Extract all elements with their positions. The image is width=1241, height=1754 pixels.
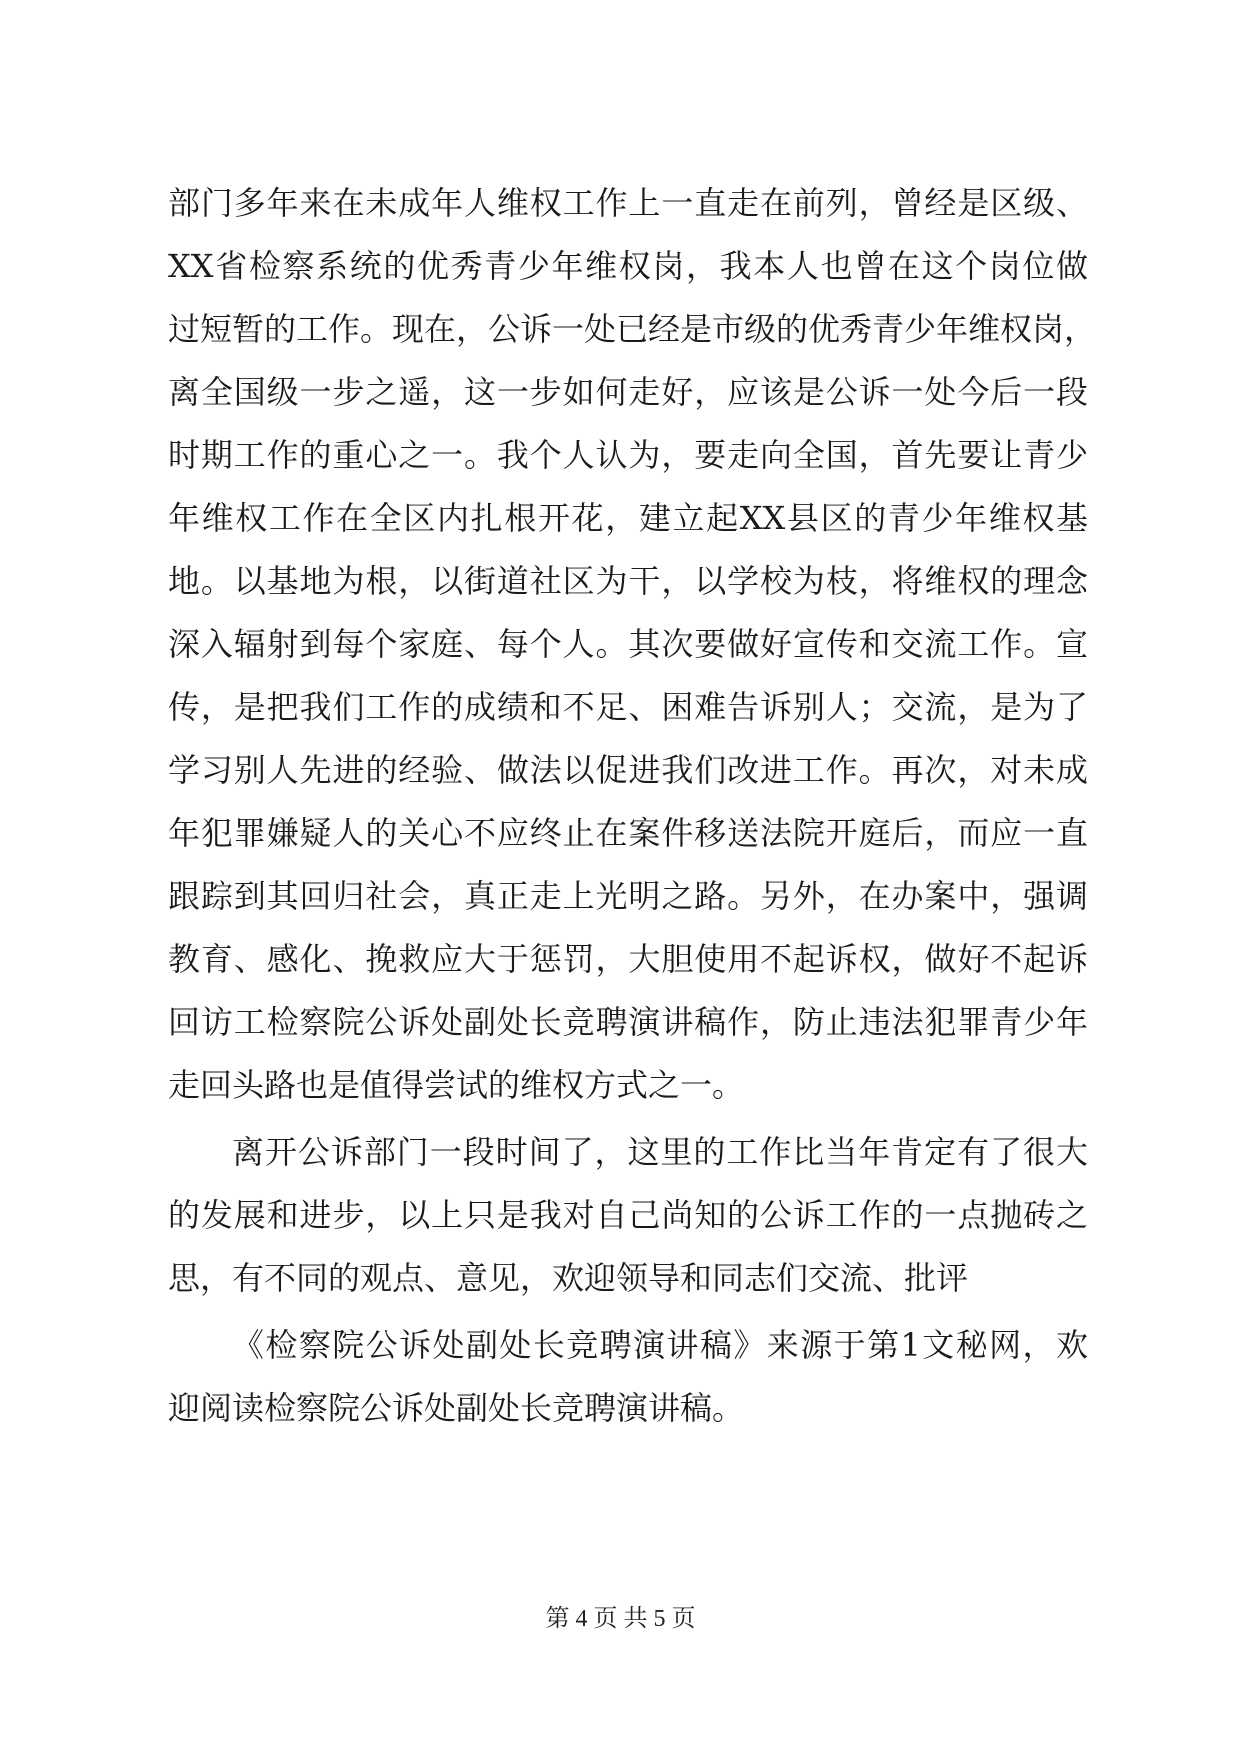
text-line: 学习别人先进的经验、做法以促进我们改进工作。再次，对未成: [168, 751, 1088, 789]
text-line: 教育、感化、挽救应大于惩罚，大胆使用不起诉权，做好不起诉: [168, 940, 1088, 978]
text-line: 部门多年来在未成年人维权工作上一直走在前列，曾经是区级、: [168, 184, 1088, 222]
text-line: 跟踪到其回归社会，真正走上光明之路。另外，在办案中，强调: [168, 877, 1088, 915]
text-line: 思，有不同的观点、意见，欢迎领导和同志们交流、批评: [168, 1259, 969, 1297]
text-line: 地。以基地为根，以街道社区为干，以学校为枝，将维权的理念: [168, 562, 1088, 600]
text-line: 的发展和进步，以上只是我对自己尚知的公诉工作的一点抛砖之: [168, 1196, 1088, 1234]
paragraph-3: [168, 1314, 1088, 1440]
text-line: 深入辐射到每个家庭、每个人。其次要做好宣传和交流工作。宣: [168, 625, 1088, 663]
text-line: 离全国级一步之遥，这一步如何走好，应该是公诉一处今后一段: [168, 373, 1088, 411]
text-line: 年维权工作在全区内扎根开花，建立起XX县区的青少年维权基: [168, 499, 1088, 537]
text-line: 离开公诉部门一段时间了，这里的工作比当年肯定有了很大: [232, 1133, 1088, 1171]
document-body: [168, 172, 1097, 1440]
text-line: 年犯罪嫌疑人的关心不应终止在案件移送法院开庭后，而应一直: [168, 814, 1088, 852]
text-line: 过短暂的工作。现在，公诉一处已经是市级的优秀青少年维权岗，: [168, 310, 1097, 348]
paragraph-1: [168, 172, 1097, 1117]
text-line: 传，是把我们工作的成绩和不足、困难告诉别人；交流，是为了: [168, 688, 1088, 726]
text-line: XX省检察系统的优秀青少年维权岗，我本人也曾在这个岗位做: [168, 247, 1088, 285]
text-line: 走回头路也是值得尝试的维权方式之一。: [168, 1066, 745, 1104]
text-line: 时期工作的重心之一。我个人认为，要走向全国，首先要让青少: [168, 436, 1088, 474]
text-line: 《检察院公诉处副处长竞聘演讲稿》来源于第1文秘网，欢: [232, 1326, 1088, 1364]
page-number-footer: 第 4 页 共 5 页: [545, 1606, 696, 1632]
text-line: 迎阅读检察院公诉处副处长竞聘演讲稿。: [168, 1389, 745, 1427]
text-line: 回访工检察院公诉处副处长竞聘演讲稿作，防止违法犯罪青少年: [168, 1003, 1088, 1041]
paragraph-2: [168, 1121, 1088, 1310]
